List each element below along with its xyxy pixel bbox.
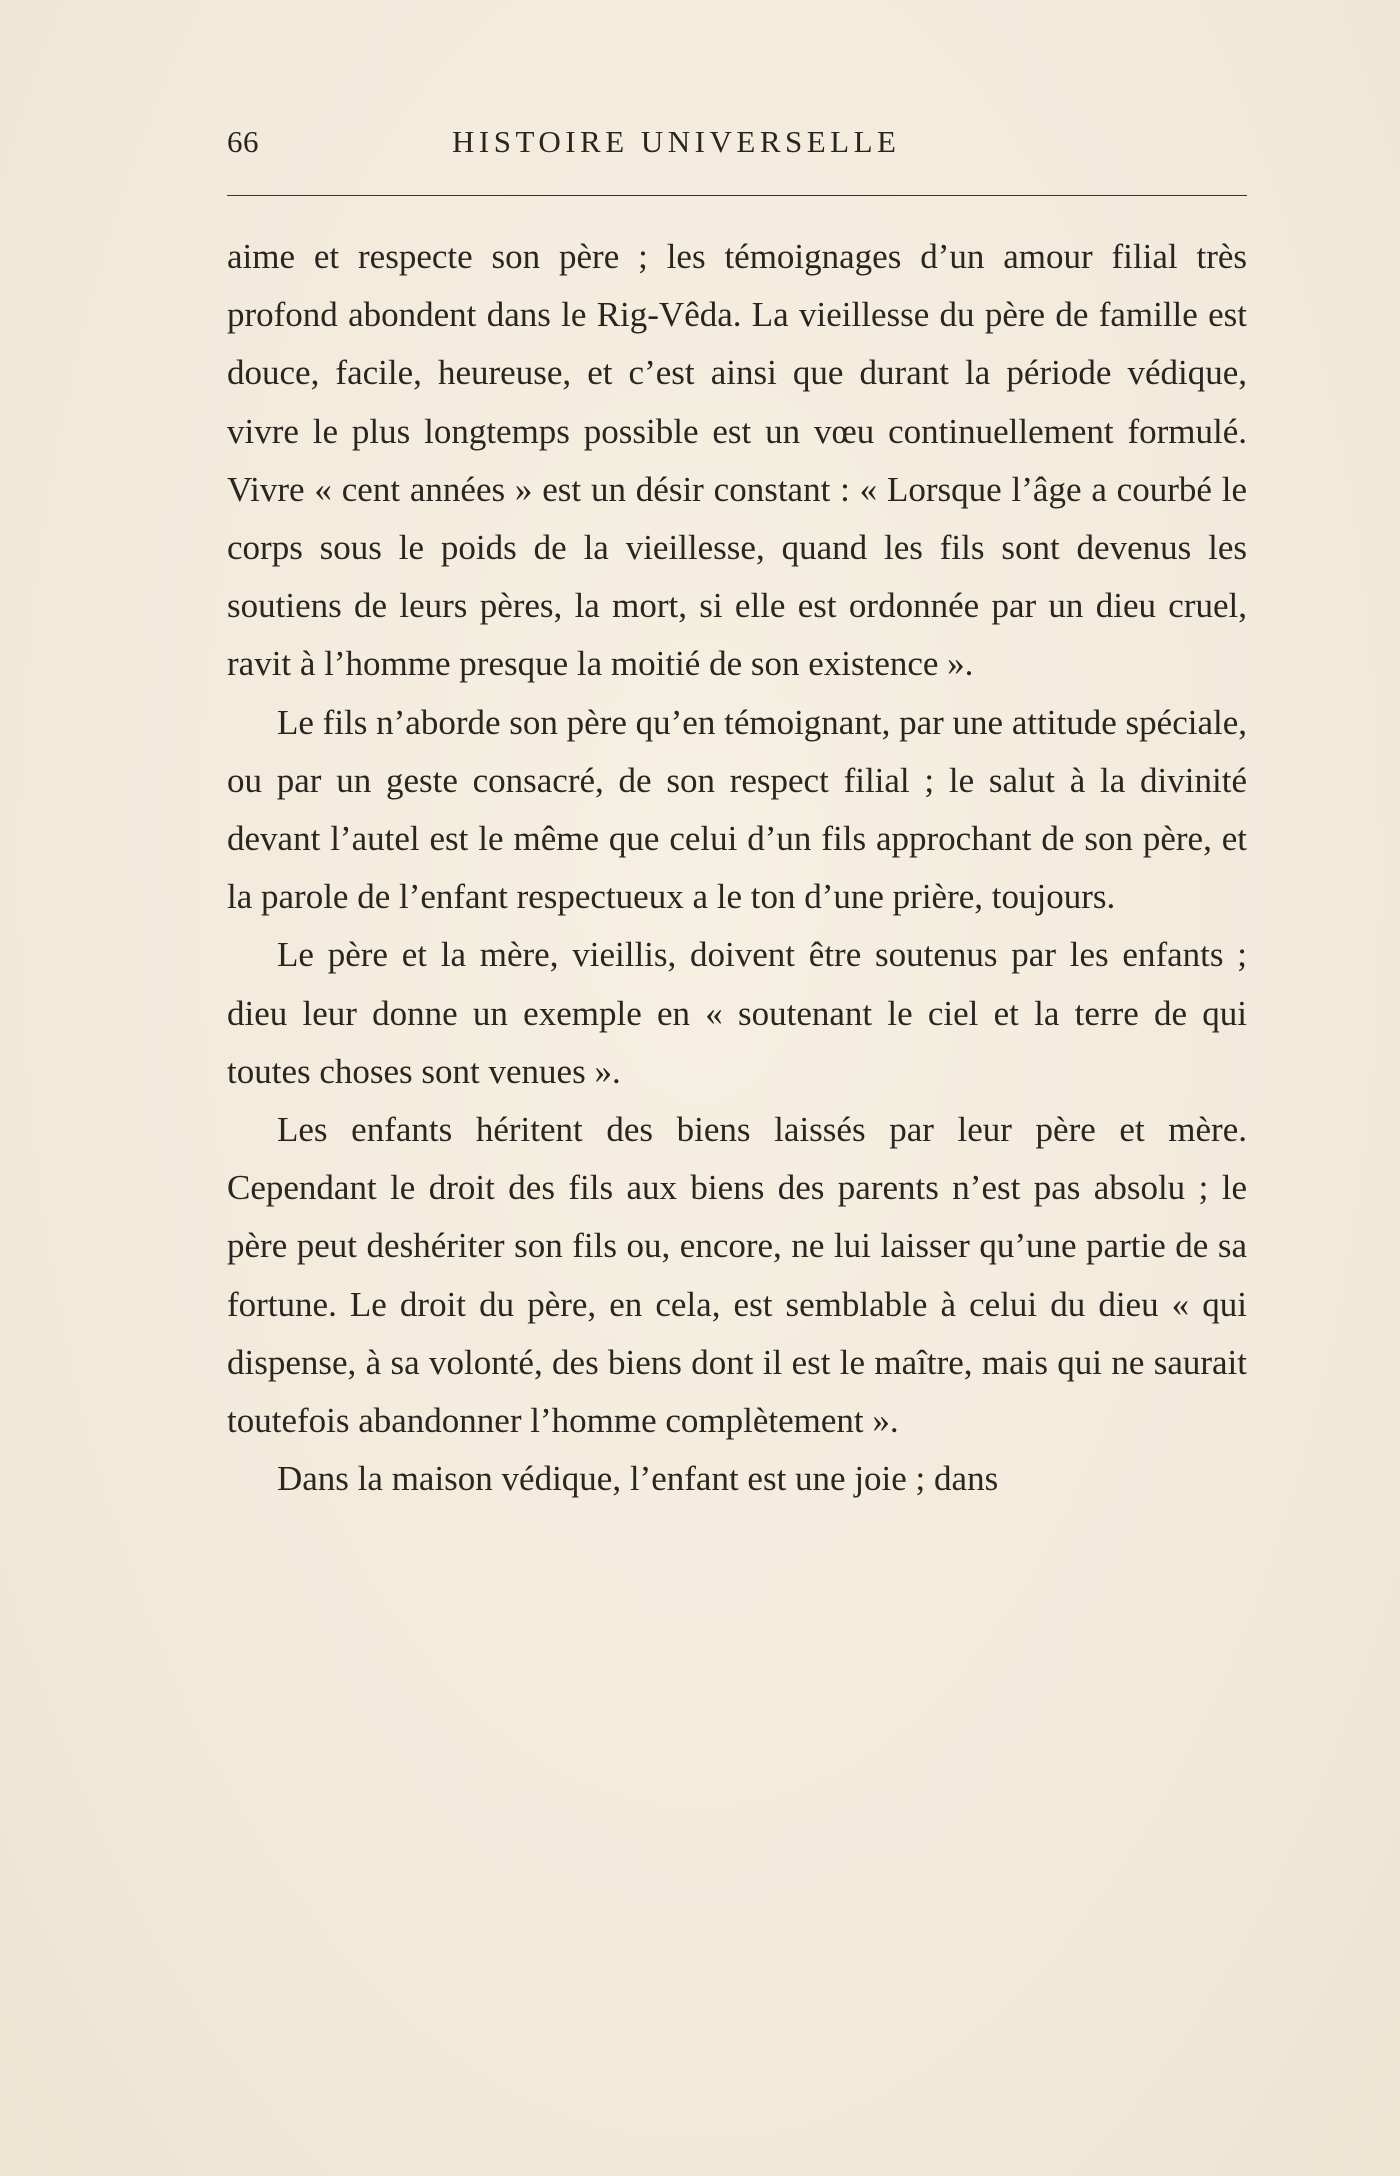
paragraph: Les enfants héritent des biens laissés par leur père et mère. Cependant le droit des fils aux biens des parents n’est pas absolu ; le père peut deshériter son fils ou, encore, ne lui laisser qu’une partie de sa fortune. Le droit du père, en cela, est semblable à celui du dieu « qui dispense, à sa volonté, des biens dont il est le maître, mais qui ne saurait toutefois abandonner l’homme complètement ». (227, 1110, 1247, 1441)
paragraph: Le père et la mère, vieillis, doivent être soutenus par les enfants ; dieu leur donne un exemple en « soutenant le ciel et la terre de qui toutes choses sont venues ». (227, 935, 1247, 1091)
page-header (227, 124, 1247, 174)
running-title: HISTOIRE UNIVERSELLE (452, 124, 901, 159)
paragraph-last: Dans la maison védique, l’enfant est une joie ; dans (277, 1459, 999, 1499)
paragraph-continued: aime et respecte son père ; les témoignages d’un amour filial très profond abondent dans le Rig-Vêda. La vieillesse du père de famille est douce, facile, heureuse, et c’est ainsi que durant la période védique, vivre le plus longtemps possible est un vœu continuellement formulé. Vivre « cent années » est un désir constant : « Lorsque l’âge a courbé le corps sous le poids de la vieillesse, quand les fils sont devenus les soutiens de leurs pères, la mort, si elle est ordonnée par un dieu cruel, ravit à l’homme presque la moitié de son existence ». (227, 237, 1247, 684)
body-text (227, 228, 1247, 1508)
header-rule (227, 195, 1247, 196)
page-number: 66 (227, 124, 259, 159)
paragraph: Le fils n’aborde son père qu’en témoignant, par une attitude spéciale, ou par un geste consacré, de son respect filial ; le salut à la divinité devant l’autel est le même que celui d’un fils approchant de son père, et la parole de l’enfant respectueux a le ton d’une prière, toujours. (227, 702, 1247, 917)
